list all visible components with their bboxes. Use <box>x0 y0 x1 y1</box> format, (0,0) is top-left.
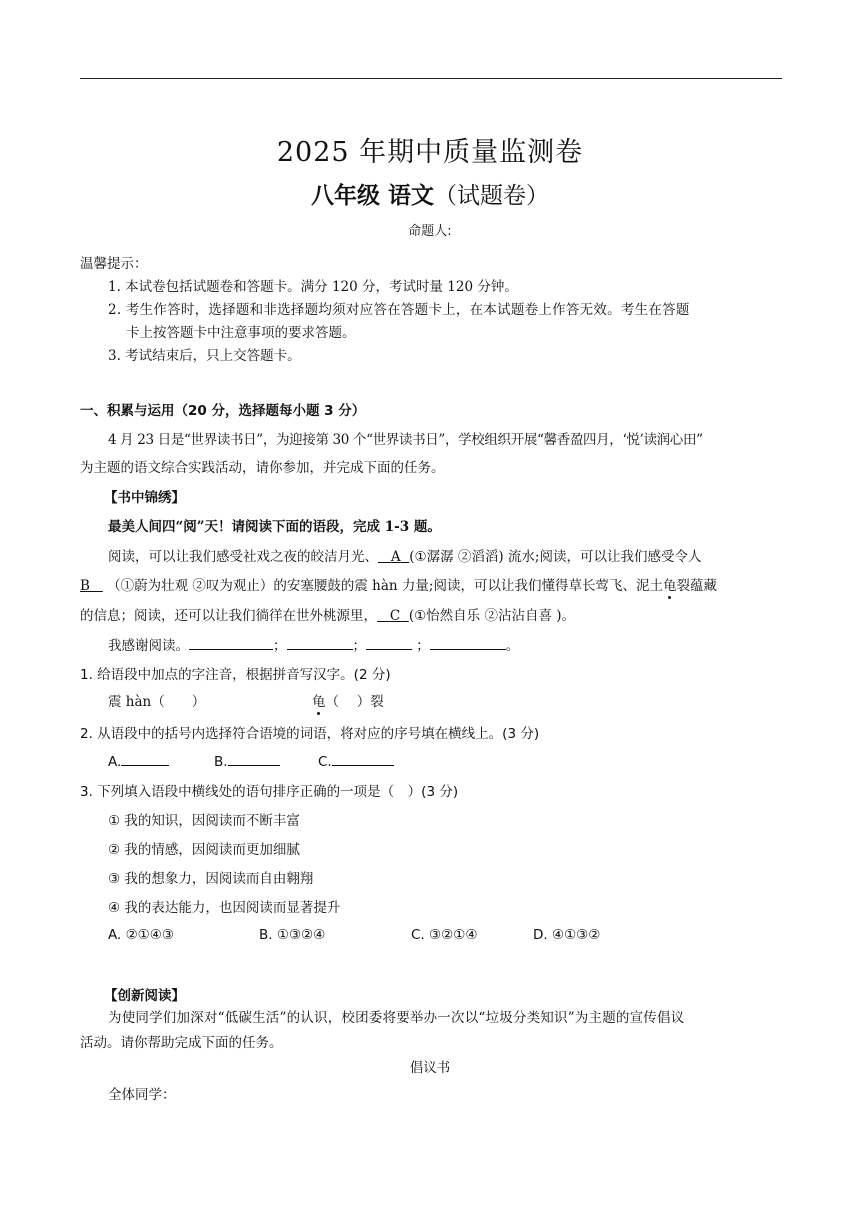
question-1: 1. 给语段中加点的字注音，根据拼音写汉字。(2 分) <box>80 667 391 683</box>
blank-c-label: C <box>389 608 401 624</box>
answer-blank[interactable] <box>332 751 394 766</box>
end-mark: 。 <box>505 638 520 654</box>
author-line: 命题人: <box>408 224 452 239</box>
blank-a-label: A <box>390 549 401 565</box>
instruction: 最美人间四“阅”天！请阅读下面的语段，完成 1-3 题。 <box>108 519 441 535</box>
separator: ； <box>416 638 430 654</box>
answer-blank[interactable] <box>430 635 506 650</box>
q2-c-label: C. <box>318 754 332 770</box>
answer-blank[interactable] <box>121 751 169 766</box>
passage-line-2 <box>80 574 717 594</box>
letter-title: 倡议书 <box>409 1060 451 1076</box>
subtitle-paren: （试题卷） <box>434 183 549 209</box>
passage-text: 阅读，可以让我们感受社戏之夜的皎洁月光、 <box>108 549 378 565</box>
answer-blank[interactable] <box>287 635 353 650</box>
q1-part-b <box>312 690 384 710</box>
passage-text: （①蔚为壮观 ②叹为观止）的安塞腰鼓的震 hàn 力量;阅读，可以让我们懂得草长莺飞、泥土 <box>107 578 663 594</box>
dotted-char: 龟 <box>662 578 677 594</box>
intro-line-2: 为主题的语文综合实践活动，请你参加，并完成下面的任务。 <box>80 460 445 476</box>
q1-dotted-char: 龟 <box>312 694 326 710</box>
innovation-line-1: 为使同学们加深对“低碳生活”的认识，校团委将要举办一次以“垃圾分类知识”为主题的宣传倡议 <box>108 1010 685 1026</box>
passage-text: 的信息；阅读，还可以让我们徜徉在世外桃源里， <box>80 608 377 624</box>
subtitle-main: 八年级 语文 <box>310 183 434 209</box>
q1-part-a: 震 hàn（ ） <box>108 694 206 710</box>
exam-title: 2025 年期中质量监测卷 <box>276 137 584 168</box>
sub-heading-book: 【书中锦绣】 <box>104 490 185 506</box>
tips-heading: 温馨提示： <box>80 256 148 272</box>
answer-blank[interactable] <box>189 635 273 650</box>
q3-item-4: ④ 我的表达能力，也因阅读而显著提升 <box>108 900 341 916</box>
passage-text: 裂蕴藏 <box>676 578 717 594</box>
blank-b-label: B <box>80 578 90 594</box>
passage-text: (①怡然自乐 ②沾沾自喜 )。 <box>408 608 576 624</box>
q2-answer-a <box>108 751 169 770</box>
tip-item-3: 3. 考试结束后，只上交答题卡。 <box>108 348 301 364</box>
top-rule <box>80 78 782 79</box>
passage-line-3 <box>80 604 575 624</box>
q3-option-c: C. ③②①④ <box>411 927 478 943</box>
q1-part-b-rest: （ ）裂 <box>325 694 384 710</box>
q3-option-d: D. ④①③② <box>533 927 601 943</box>
q3-option-a: A. ②①④③ <box>108 927 174 943</box>
q3-item-1: ① 我的知识，因阅读而不断丰富 <box>108 813 300 829</box>
passage-line-1 <box>108 545 702 565</box>
answer-blank[interactable] <box>366 635 412 650</box>
innovation-line-2: 活动。请你帮助完成下面的任务。 <box>80 1035 283 1051</box>
q3-option-b: B. ①③②④ <box>259 927 326 943</box>
tip-item-2: 2. 考生作答时，选择题和非选择题均须对应答在答题卡上，在本试题卷上作答无效。考生在答题 <box>108 302 690 318</box>
separator: ； <box>273 638 287 654</box>
answer-blank[interactable] <box>228 751 280 766</box>
q2-answer-b <box>214 751 280 770</box>
q3-item-2: ② 我的情感，因阅读而更加细腻 <box>108 842 300 858</box>
blank-a <box>378 549 409 565</box>
passage-text: (①潺潺 ②滔滔) 流水;阅读，可以让我们感受令人 <box>409 549 702 565</box>
sub-heading-innovation: 【创新阅读】 <box>104 988 185 1004</box>
tip-item-1: 1. 本试卷包括试题卷和答题卡。满分 120 分，考试时量 120 分钟。 <box>108 279 518 295</box>
tip-item-2-cont: 卡上按答题卡中注意事项的要求答题。 <box>126 325 356 341</box>
blank-c <box>377 608 409 624</box>
q2-a-label: A. <box>108 754 122 770</box>
letter-salutation: 全体同学： <box>108 1087 176 1103</box>
thanks-line <box>108 634 519 654</box>
q2-b-label: B. <box>214 754 228 770</box>
blank-b <box>80 578 103 594</box>
separator: ； <box>352 638 366 654</box>
question-2: 2. 从语段中的括号内选择符合语境的词语，将对应的序号填在横线上。(3 分) <box>80 726 540 742</box>
q2-answer-c <box>318 751 394 770</box>
section1-heading: 一、积累与运用（20 分，选择题每小题 3 分） <box>80 403 366 419</box>
exam-subtitle <box>0 177 860 210</box>
intro-line-1: 4 月 23 日是“世界读书日”，为迎接第 30 个“世界读书日”，学校组织开展“馨香盈四月，‘悦’读润心田” <box>108 432 703 448</box>
question-3: 3. 下列填入语段中横线处的语句排序正确的一项是（ ）(3 分) <box>80 784 459 800</box>
thanks-text: 我感谢阅读。 <box>108 638 189 654</box>
q3-item-3: ③ 我的想象力，因阅读而自由翱翔 <box>108 871 314 887</box>
